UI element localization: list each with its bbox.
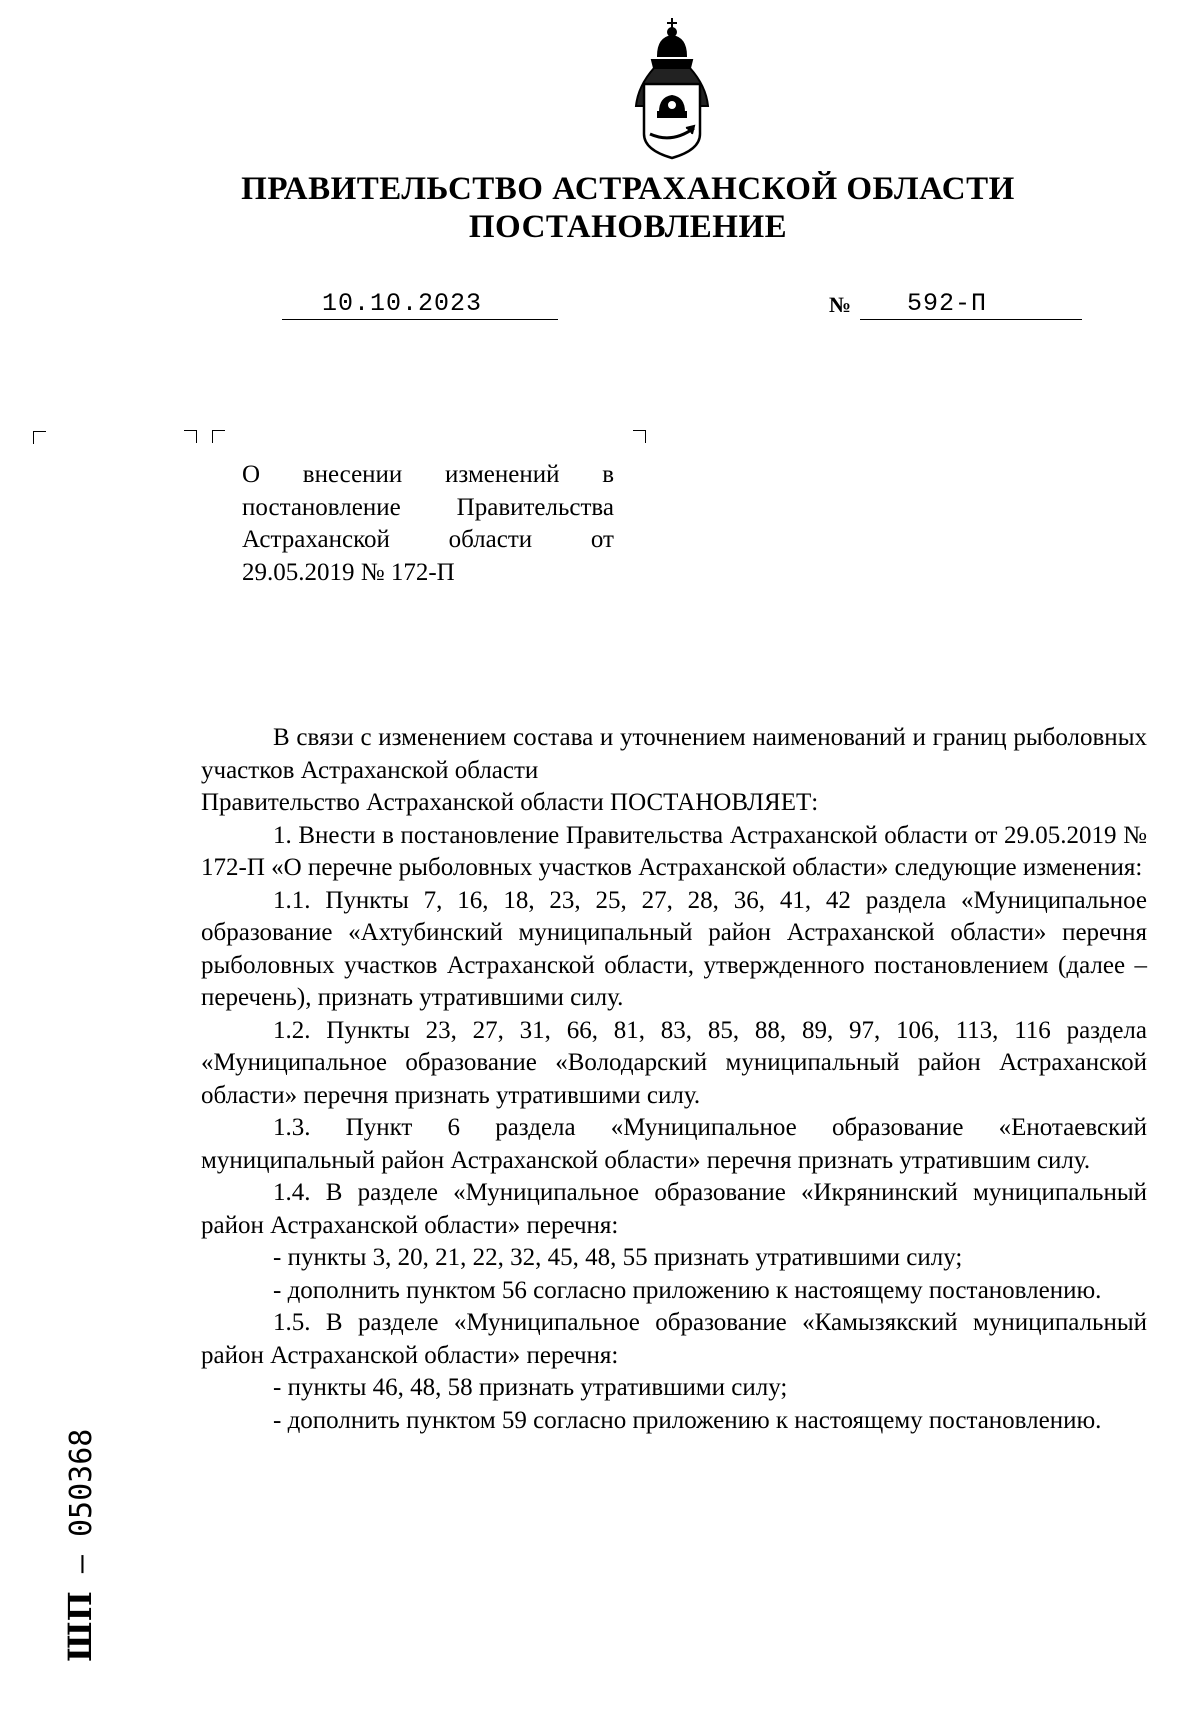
body-paragraph: В связи с изменением состава и уточнением наименований и границ рыболовных участков Астраханской области: [201, 724, 1147, 784]
body-paragraph: 1.4. В разделе «Муниципальное образование «Икрянинский муниципальный район Астраханской области» перечня:: [201, 1179, 1147, 1239]
serial-separator: –: [64, 1537, 99, 1592]
subject-line: О внесении изменений в: [242, 461, 614, 488]
document-subject: [242, 459, 614, 589]
document-body: [201, 722, 1147, 1437]
document-date: 10.10.2023: [282, 288, 558, 320]
subject-line: 29.05.2019 № 172-П: [242, 558, 455, 586]
coat-of-arms-icon: [628, 16, 716, 164]
subject-line: Астраханской области от: [242, 526, 614, 553]
corner-mark-icon: [33, 431, 46, 444]
body-paragraph: 1.3. Пункт 6 раздела «Муниципальное образование «Енотаевский муниципальный район Астраханской области» перечня признать утратившим силу.: [201, 1114, 1147, 1174]
corner-mark-icon: [184, 430, 197, 443]
body-paragraph: - дополнить пунктом 59 согласно приложению к настоящему постановлению.: [273, 1406, 1102, 1434]
number-label: №: [829, 292, 852, 317]
body-paragraph: - пункты 46, 48, 58 признать утратившими силу;: [273, 1374, 788, 1401]
government-title: ПРАВИТЕЛЬСТВО АСТРАХАНСКОЙ ОБЛАСТИ: [241, 171, 1015, 207]
corner-mark-icon: [212, 430, 225, 443]
corner-mark-icon: [633, 430, 646, 443]
body-paragraph: 1. Внести в постановление Правительства Астраханской области от 29.05.2019 № 172-П «О перечне рыболовных участков Астраханской области» следующие изменения:: [201, 821, 1147, 881]
body-paragraph: - дополнить пунктом 56 согласно приложению к настоящему постановлению.: [273, 1276, 1102, 1304]
body-paragraph: 1.1. Пункты 7, 16, 18, 23, 25, 27, 28, 36, 41, 42 раздела «Муниципальное образование «Ахтубинский муниципальный район Астраханской области» перечня рыболовных участков Астраханской области, утвержденного постановлением (далее – перечень), признать утратившими силу.: [201, 886, 1147, 1011]
document-number: 592-П: [860, 288, 1082, 320]
serial-number: 050368: [64, 1428, 99, 1538]
serial-stamp: [38, 1372, 98, 1662]
body-paragraph: 1.2. Пункты 23, 27, 31, 66, 81, 83, 85, 88, 89, 97, 106, 113, 116 раздела «Муниципальное образование «Володарский муниципальный район Астраханской области» перечня признать утратившими силу.: [201, 1016, 1147, 1109]
subject-line: постановление Правительства: [242, 493, 614, 521]
document-type: ПОСТАНОВЛЕНИЕ: [468, 209, 788, 245]
body-paragraph: Правительство Астраханской области ПОСТАНОВЛЯЕТ:: [201, 789, 819, 816]
body-paragraph: - пункты 3, 20, 21, 22, 32, 45, 48, 55 признать утратившими силу;: [273, 1244, 963, 1271]
body-paragraph: 1.5. В разделе «Муниципальное образование «Камызякский муниципальный район Астраханской области» перечня:: [201, 1309, 1147, 1369]
serial-prefix: ШП: [61, 1591, 99, 1662]
